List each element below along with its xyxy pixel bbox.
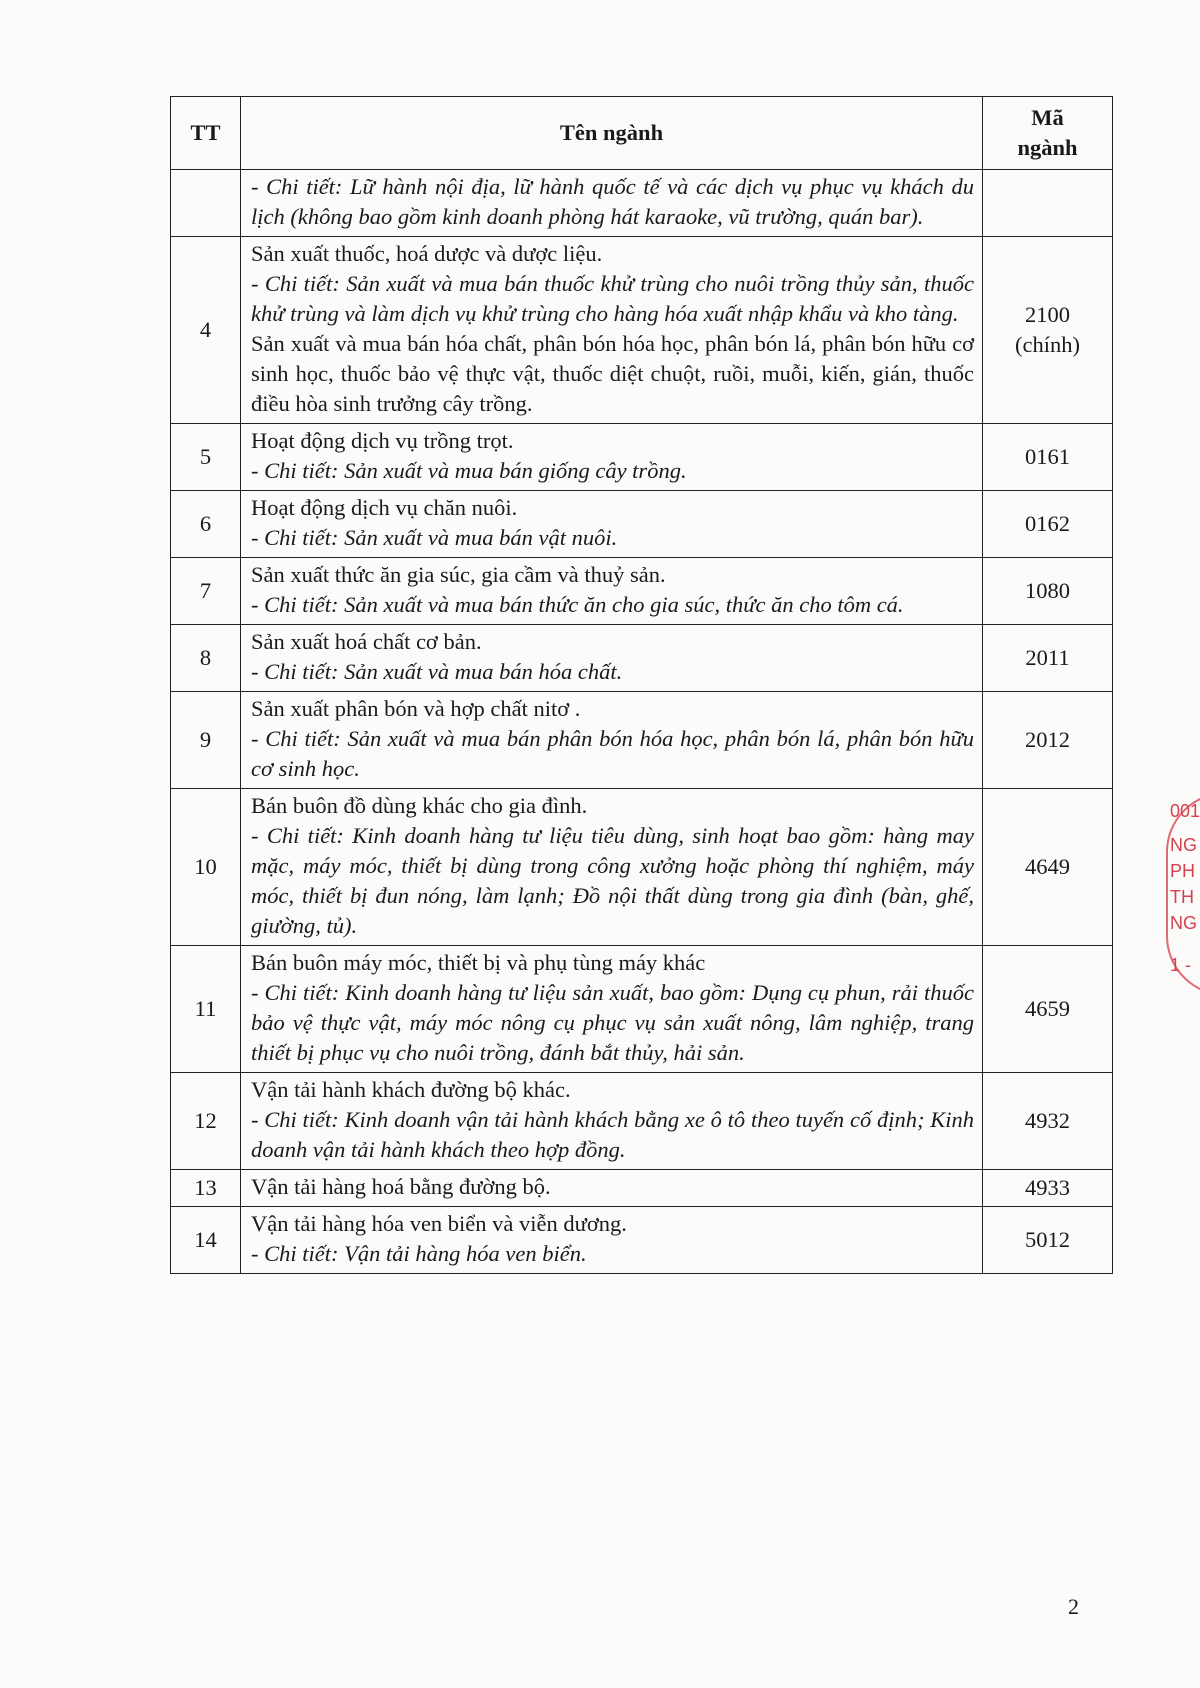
table-header-row [171,97,1113,170]
industry-code-note: (chính) [1015,332,1080,357]
industry-detail-text: - Chi tiết: Sản xuất và mua bán vật nuôi. [251,525,618,550]
row-number: 8 [171,625,241,692]
row-number: 6 [171,491,241,558]
industry-code-value: 4659 [1025,996,1070,1021]
industry-name-text: Vận tải hàng hoá bằng đường bộ. [251,1174,551,1199]
industry-detail-text: - Chi tiết: Vận tải hàng hóa ven biển. [251,1241,587,1266]
industry-name-text: Bán buôn máy móc, thiết bị và phụ tùng máy khác [251,950,706,975]
industry-name-text: Sản xuất phân bón và hợp chất nitơ . [251,696,581,721]
table-row [171,237,1113,424]
industry-code-value: 0161 [1025,444,1070,469]
table-row [171,946,1113,1073]
seal-text: TH [1170,887,1194,907]
industry-code-value: 4649 [1025,854,1070,879]
row-number: 14 [171,1207,241,1274]
industry-name-text: Bán buôn đồ dùng khác cho gia đình. [251,793,588,818]
page-number: 2 [1068,1594,1079,1619]
industry-code-value: 2012 [1025,727,1070,752]
industry-name-text: Sản xuất thức ăn gia súc, gia cầm và thuỷ sản. [251,562,666,587]
industry-description [241,237,983,424]
industry-description [241,558,983,625]
industry-code [983,1073,1113,1170]
industry-description [241,424,983,491]
industry-detail-text: - Chi tiết: Sản xuất và mua bán hóa chất. [251,659,623,684]
industry-detail-text: - Chi tiết: Lữ hành nội địa, lữ hành quốc tế và các dịch vụ phục vụ khách du lịch (không bao gồm kinh doanh phòng hát karaoke, vũ trường, quán bar). [251,174,974,229]
seal-text: NG [1170,835,1197,855]
industry-code [983,237,1113,424]
industry-detail-text: - Chi tiết: Kinh doanh vận tải hành khách bằng xe ô tô theo tuyến cố định; Kinh doanh vận tải hành khách theo hợp đồng. [251,1107,974,1162]
industry-name-text: Sản xuất thuốc, hoá dược và dược liệu. [251,241,603,266]
industry-description [241,1170,983,1207]
industry-code [983,1170,1113,1207]
industry-code [983,170,1113,237]
industry-code-value: 4932 [1025,1108,1070,1133]
header-tt: TT [171,97,241,170]
table-row [171,170,1113,237]
table-body [171,170,1113,1274]
industry-description [241,170,983,237]
industry-name-text: Hoạt động dịch vụ trồng trọt. [251,428,514,453]
industry-code-value: 4933 [1025,1175,1070,1200]
table-row [171,424,1113,491]
industry-code-value: 5012 [1025,1227,1070,1252]
industry-code [983,424,1113,491]
row-number: 10 [171,789,241,946]
industry-code [983,692,1113,789]
table-row [171,491,1113,558]
industry-detail-text: - Chi tiết: Kinh doanh hàng tư liệu tiêu dùng, sinh hoạt bao gồm: hàng may mặc, máy móc, thiết bị dùng trong công xưởng hoặc phòng thí nghiệm, máy móc, thiết bị đun nóng, làm lạnh; Đồ nội thất dùng trong gia đình (bàn, ghế, giường, tủ). [251,823,974,938]
industry-code [983,789,1113,946]
industry-code [983,946,1113,1073]
row-number: 9 [171,692,241,789]
table-row [171,625,1113,692]
seal-text: PH [1170,861,1196,881]
industry-description [241,789,983,946]
industry-description [241,625,983,692]
table-row [171,1170,1113,1207]
industry-detail-text: - Chi tiết: Sản xuất và mua bán giống cây trồng. [251,458,687,483]
red-seal-stamp [1166,792,1200,1002]
industry-detail-text: - Chi tiết: Kinh doanh hàng tư liệu sản xuất, bao gồm: Dụng cụ phun, rải thuốc bảo vệ thực vật, máy móc nông cụ phục vụ sản xuất nông, lâm nghiệp, trang thiết bị phục vụ cho nuôi trồng, đánh bắt thủy, hải sản. [251,980,974,1065]
industry-name-text: Sản xuất hoá chất cơ bản. [251,629,482,654]
table-row [171,789,1113,946]
industry-description [241,1073,983,1170]
business-lines-table [170,96,1113,1274]
industry-description [241,692,983,789]
table-row [171,1207,1113,1274]
table-row [171,1073,1113,1170]
table-row [171,558,1113,625]
seal-text: 1 - [1170,955,1192,975]
row-number: 5 [171,424,241,491]
industry-code [983,625,1113,692]
industry-detail-text: - Chi tiết: Sản xuất và mua bán thuốc khử trùng cho nuôi trồng thủy sản, thuốc khử trùng và làm dịch vụ khử trùng cho hàng hóa xuất nhập khẩu và kho tàng. [251,271,974,326]
industry-detail-text: - Chi tiết: Sản xuất và mua bán phân bón hóa học, phân bón lá, phân bón hữu cơ sinh học. [251,726,974,781]
industry-code-value: 2011 [1025,645,1070,670]
industry-name-text: Sản xuất và mua bán hóa chất, phân bón hóa học, phân bón lá, phân bón hữu cơ sinh học, thuốc bảo vệ thực vật, thuốc diệt chuột, ruồi, muỗi, kiến, gián, thuốc điều hòa sinh trưởng cây trồng. [251,331,974,416]
row-number: 11 [171,946,241,1073]
industry-name-text: Vận tải hàng hóa ven biển và viễn dương. [251,1211,627,1236]
industry-description [241,946,983,1073]
row-number: 13 [171,1170,241,1207]
industry-code [983,491,1113,558]
industry-code-value: 1080 [1025,578,1070,603]
industry-code [983,1207,1113,1274]
row-number: 12 [171,1073,241,1170]
header-code-line2: ngành [1017,135,1078,160]
industry-code-value: 0162 [1025,511,1070,536]
industry-name-text: Vận tải hành khách đường bộ khác. [251,1077,571,1102]
header-code-line1: Mã [1031,105,1064,130]
seal-text: NG [1170,913,1197,933]
row-number: 7 [171,558,241,625]
industry-name-text: Hoạt động dịch vụ chăn nuôi. [251,495,518,520]
industry-code [983,558,1113,625]
row-number: 4 [171,237,241,424]
industry-code-value: 2100 [1025,302,1070,327]
seal-text: 001 [1170,801,1200,821]
table-row [171,692,1113,789]
header-code [983,97,1113,170]
header-name: Tên ngành [241,97,983,170]
industry-description [241,1207,983,1274]
row-number [171,170,241,237]
industry-detail-text: - Chi tiết: Sản xuất và mua bán thức ăn cho gia súc, thức ăn cho tôm cá. [251,592,904,617]
industry-description [241,491,983,558]
